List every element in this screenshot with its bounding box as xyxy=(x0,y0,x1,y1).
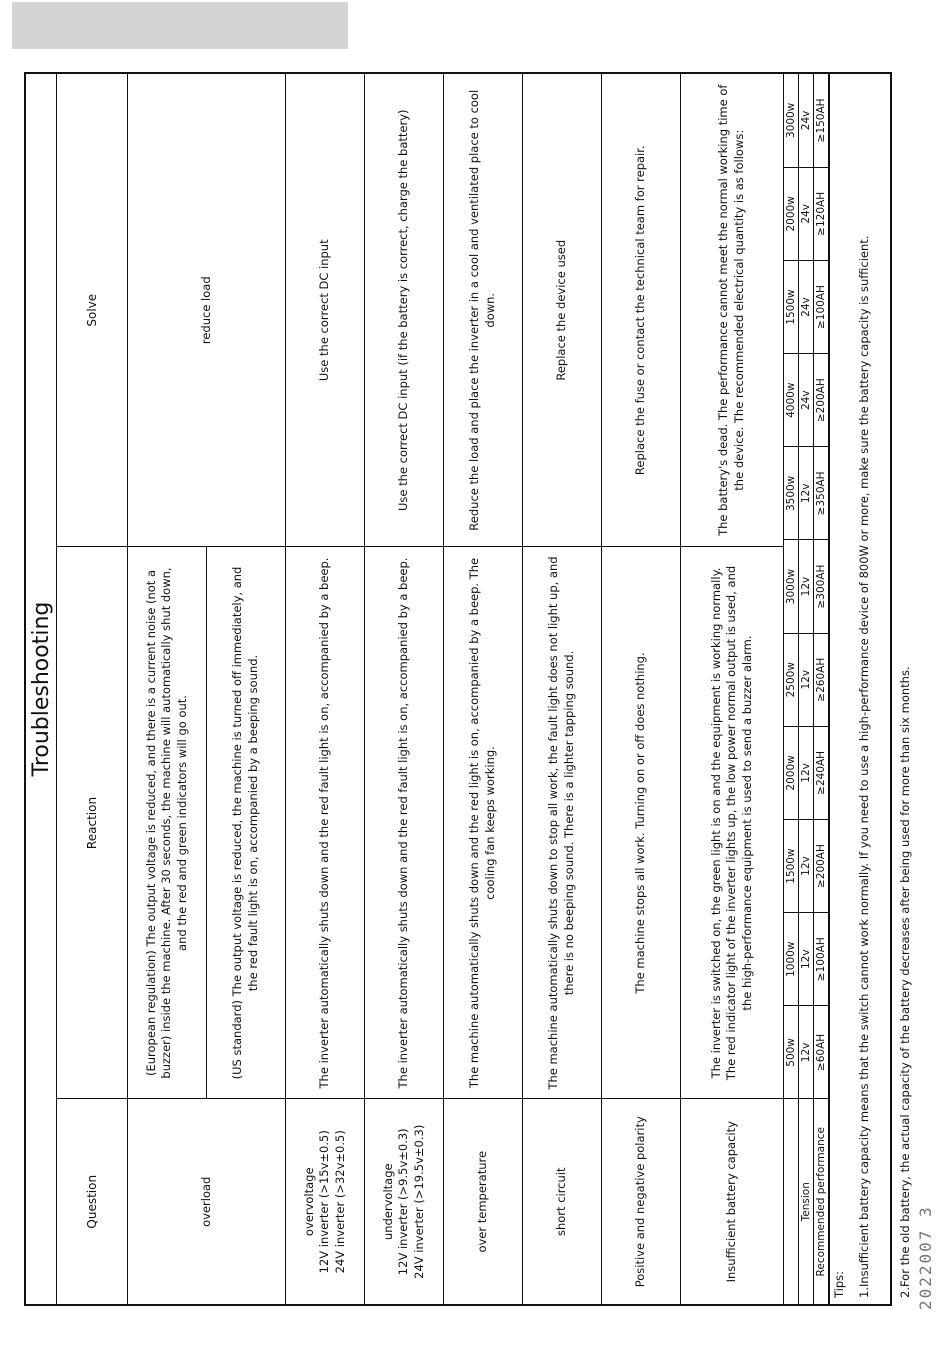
spec-power-label-cell xyxy=(784,1099,799,1304)
header-reaction: Reaction xyxy=(57,547,128,1099)
reaction-undervoltage: The inverter automatically shuts down and the red fault light is on, accompanied by a beep. xyxy=(365,547,444,1099)
spec-tension-label: Tension xyxy=(799,1099,814,1304)
question-overload: overload xyxy=(128,1099,286,1304)
question-short-circuit: short circuit xyxy=(523,1099,602,1304)
spec-capacity: ≥60AH xyxy=(814,1006,829,1099)
tip-1: 1.Insufficient battery capacity means that the switch cannot work normally. If you need to use a high-performance device of 800W or more, make sure the battery capacity is sufficient. xyxy=(856,235,871,1298)
spec-tension: 12v xyxy=(799,913,814,1006)
spec-power: 1500w xyxy=(784,260,799,353)
spec-capacity: ≥100AH xyxy=(814,913,829,1006)
spec-tension: 12v xyxy=(799,1006,814,1099)
tip-2: 2.For the old battery, the actual capacity of the battery decreases after being used for more than six months. xyxy=(897,666,912,1298)
page-title: Troubleshooting xyxy=(26,74,57,1304)
spec-tension: 12v xyxy=(799,447,814,540)
spec-capacity: ≥200AH xyxy=(814,819,829,912)
overvoltage-12v: 12V inverter (>15v±0.5) xyxy=(317,1130,332,1274)
document-code: 2022007 3 xyxy=(916,1205,935,1310)
spec-power: 1000w xyxy=(784,913,799,1006)
undervoltage-12v: 12V inverter (>9.5v±0.3) xyxy=(396,1128,411,1276)
spec-tension: 12v xyxy=(799,540,814,633)
spec-power: 2000w xyxy=(784,726,799,819)
header-solve: Solve xyxy=(57,74,128,547)
battery-spec-table xyxy=(784,74,829,1304)
spec-capacity: ≥100AH xyxy=(814,260,829,353)
spec-power: 2000w xyxy=(784,167,799,260)
rotated-content xyxy=(26,74,912,1304)
undervoltage-title: undervoltage xyxy=(380,1163,395,1241)
spec-power: 1500w xyxy=(784,819,799,912)
spec-power: 500w xyxy=(784,1006,799,1099)
troubleshooting-table xyxy=(57,74,784,1304)
header-gray-bar xyxy=(12,2,348,49)
solve-overvoltage: Use the correct DC input xyxy=(286,74,365,547)
troubleshooting-page-frame xyxy=(24,72,912,1306)
spec-tension: 24v xyxy=(799,167,814,260)
spec-power: 4000w xyxy=(784,354,799,447)
header-question: Question xyxy=(57,1099,128,1304)
reaction-overload-eu: (European regulation) The output voltage is reduced, and there is a current noise (not a buzzer) inside the machine. After 30 seconds, the machine will automatically shut down, and the red and green indicators will go out. xyxy=(128,547,207,1099)
tips-label: Tips: xyxy=(832,1270,846,1298)
spec-recommended-label: Recommended performance xyxy=(814,1099,829,1304)
spec-tension: 12v xyxy=(799,633,814,726)
solve-over-temperature: Reduce the load and place the inverter in a cool and ventilated place to cool down. xyxy=(444,74,523,547)
solve-battery: The battery's dead. The performance cannot meet the normal working time of the device. The recommended electrical quantity is as follows: xyxy=(681,74,784,547)
spec-capacity: ≥120AH xyxy=(814,167,829,260)
spec-power: 3000w xyxy=(784,540,799,633)
spec-capacity: ≥150AH xyxy=(814,74,829,167)
spec-power: 3500w xyxy=(784,447,799,540)
reaction-short-circuit: The machine automatically shuts down to stop all work, the fault light does not light up, and there is no beeping sound. There is a lighter tapping sound. xyxy=(523,547,602,1099)
spec-capacity: ≥300AH xyxy=(814,540,829,633)
question-polarity: Positive and negative polarity xyxy=(602,1099,681,1304)
undervoltage-24v: 24V inverter (>19.5v±0.3) xyxy=(411,1124,426,1279)
reaction-over-temperature: The machine automatically shuts down and the red light is on, accompanied by a beep. The cooling fan keeps working. xyxy=(444,547,523,1099)
reaction-overvoltage: The inverter automatically shuts down and the red fault light is on, accompanied by a beep. xyxy=(286,547,365,1099)
spec-capacity: ≥240AH xyxy=(814,726,829,819)
reaction-polarity: The machine stops all work. Turning on or off does nothing. xyxy=(602,547,681,1099)
overvoltage-title: overvoltage xyxy=(301,1167,316,1237)
spec-tension: 24v xyxy=(799,74,814,167)
solve-overload: reduce load xyxy=(128,74,286,547)
reaction-battery: The inverter is switched on, the green light is on and the equipment is working normally. The red indicator light of the inverter lights up, the low power normal output is used, and the high-performance equipment is used to send a buzzer alarm. xyxy=(681,547,784,1099)
spec-capacity: ≥350AH xyxy=(814,447,829,540)
question-over-temperature: over temperature xyxy=(444,1099,523,1304)
solve-short-circuit: Replace the device used xyxy=(523,74,602,547)
question-undervoltage xyxy=(365,1099,444,1304)
spec-capacity: ≥260AH xyxy=(814,633,829,726)
spec-tension: 24v xyxy=(799,260,814,353)
tips-section xyxy=(829,74,941,1304)
solve-polarity: Replace the fuse or contact the technical team for repair. xyxy=(602,74,681,547)
spec-power: 2500w xyxy=(784,633,799,726)
spec-capacity: ≥200AH xyxy=(814,354,829,447)
spec-tension: 12v xyxy=(799,726,814,819)
question-overvoltage xyxy=(286,1099,365,1304)
reaction-overload-us: (US standard) The output voltage is reduced, the machine is turned off immediately, and the red fault light is on, accompanied by a beeping sound. xyxy=(207,547,286,1099)
solve-undervoltage: Use the correct DC input (if the battery is correct, charge the battery) xyxy=(365,74,444,547)
spec-power: 3000w xyxy=(784,74,799,167)
overvoltage-24v: 24V inverter (>32v±0.5) xyxy=(332,1130,347,1274)
question-battery: Insufficient battery capacity xyxy=(681,1099,784,1304)
spec-tension: 12v xyxy=(799,819,814,912)
spec-tension: 24v xyxy=(799,354,814,447)
